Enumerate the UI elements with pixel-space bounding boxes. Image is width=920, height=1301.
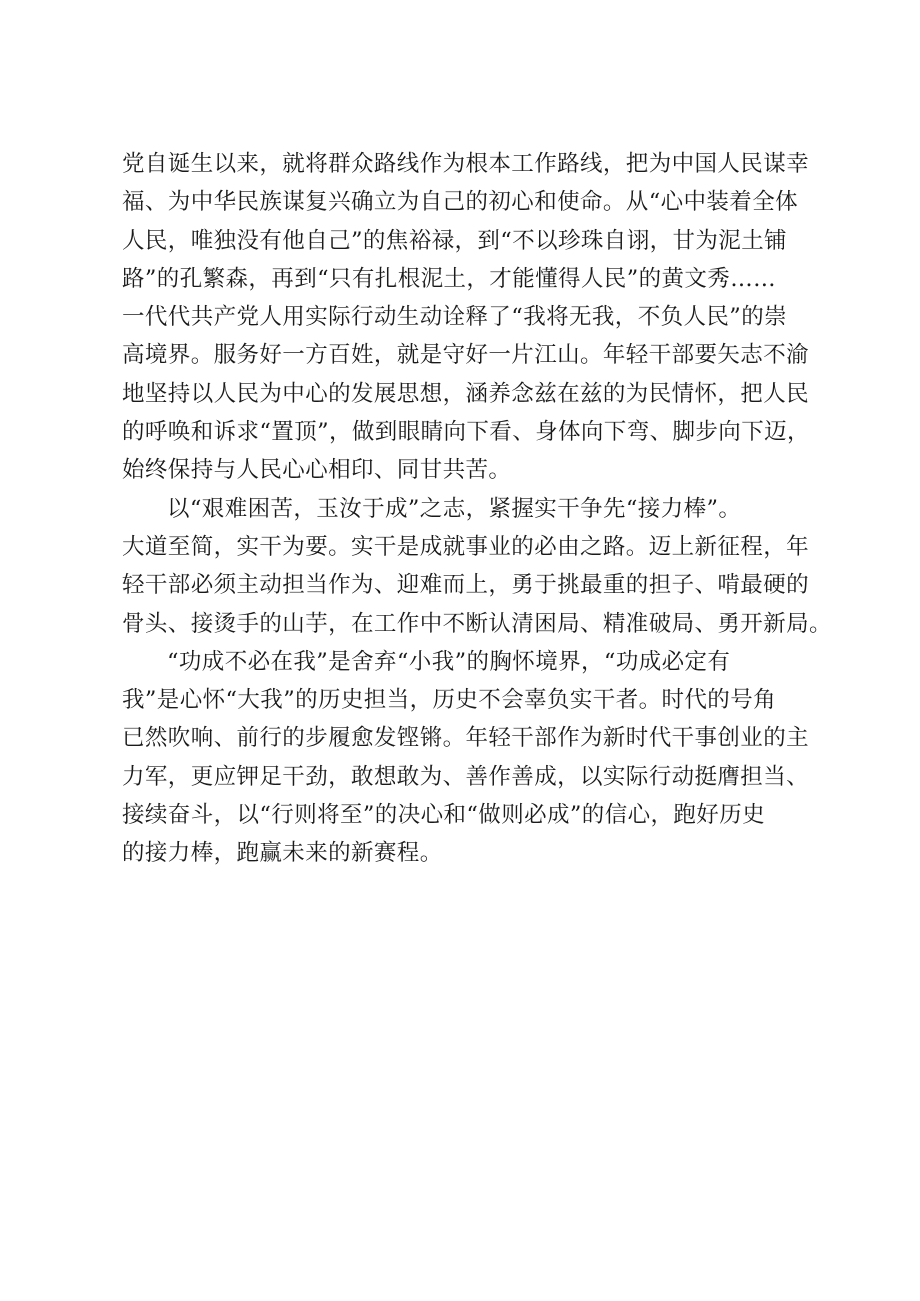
paragraph-line: 大道至简，实干为要。实干是成就事业的必由之路。迈上新征程，年 [122, 533, 810, 560]
paragraph-line: 的接力棒，跑赢未来的新赛程。 [122, 840, 443, 867]
paragraph-1 [122, 145, 822, 490]
paragraph-line: 的呼唤和诉求“置顶”，做到眼睛向下看、身体向下弯、脚步向下迈， [122, 419, 810, 446]
paragraph-line: 党自诞生以来，就将群众路线作为根本工作路线，把为中国人民谋幸 [122, 151, 810, 177]
paragraph-line: 已然吹响、前行的步履愈发铿锵。年轻干部作为新时代干事创业的主 [122, 725, 810, 752]
paragraph-line: 我”是心怀“大我”的历史担当，历史不会辜负实干者。时代的号角 [122, 687, 777, 714]
paragraph-line: 骨头、接烫手的山芋，在工作中不断认清困局、精准破局、勇开新局。 [122, 610, 832, 637]
paragraph-line: 高境界。服务好一方百姓，就是守好一片江山。年轻干部要矢志不渝 [122, 342, 810, 369]
paragraph-line: 力军，更应钾足干劲，敢想敢为、善作善成，以实际行动挺膺担当、 [122, 763, 810, 790]
paragraph-line: 福、为中华民族谋复兴确立为自己的初心和使命。从“心中装着全体 [122, 189, 799, 216]
paragraph-line: 轻干部必须主动担当作为、迎难而上，勇于挑最重的担子、啃最硬的 [122, 572, 810, 599]
paragraph-line: “功成不必在我”是舍弃“小我”的胸怀境界，“功成必定有 [167, 648, 731, 675]
paragraph-3 [122, 643, 822, 873]
paragraph-line: 人民，唯独没有他自己”的焦裕禄，到“不以珍珠自诩，甘为泥土铺 [122, 227, 788, 254]
paragraph-line: 接续奋斗，以“行则将至”的决心和“做则必成”的信心，跑好历史 [122, 802, 766, 829]
paragraph-line: 地坚持以人民为中心的发展思想，涵养念兹在兹的为民情怀，把人民 [122, 380, 810, 407]
paragraph-2 [122, 490, 832, 643]
paragraph-line: 路”的孔繁森，再到“只有扎根泥土，才能懂得人民”的黄文秀…… [122, 265, 777, 292]
paragraph-line: 始终保持与人民心心相印、同甘共苦。 [122, 457, 512, 484]
paragraph-heading-line: 以“艰难困苦，玉汝于成”之志，紧握实干争先“接力棒”。 [167, 495, 742, 522]
document-body [122, 145, 832, 873]
paragraph-line: 一代代共产党人用实际行动生动诠释了“我将无我，不负人民”的崇 [122, 304, 788, 331]
